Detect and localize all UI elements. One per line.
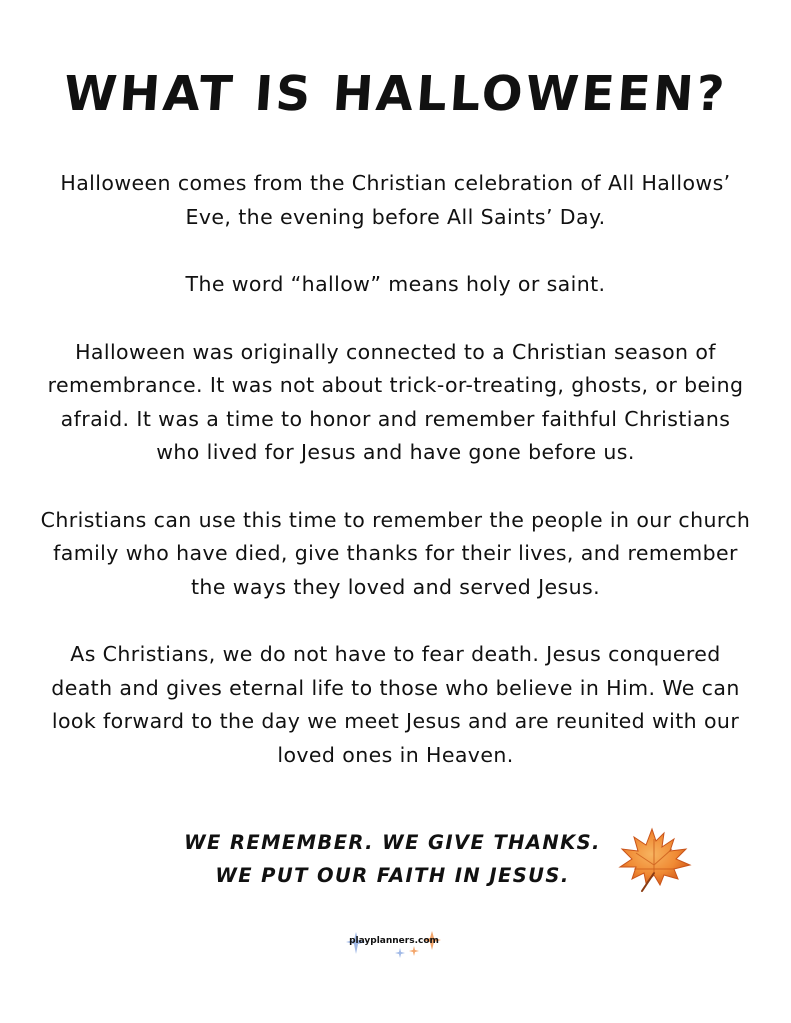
slogan-line-1: WE REMEMBER. WE GIVE THANKS.	[184, 831, 601, 854]
paragraph-origin: Halloween comes from the Christian celebration of All Hallows’ Eve, the evening before All Saints’ Day.	[60, 171, 731, 229]
maple-leaf-icon	[612, 825, 694, 897]
paragraph-remembrance: Halloween was originally connected to a Christian season of remembrance. It was not about trick-or-treating, ghosts, or being afraid. It was a time to honor and remember faithful Christians who lived for Jesus and have gone before us.	[47, 339, 744, 464]
paragraph-church-family: Christians can use this time to remember the people in our church family who have died, give thanks for their lives, and remember the ways they loved and served Jesus.	[40, 507, 751, 599]
body-text	[40, 167, 751, 806]
brand-logo	[344, 928, 444, 958]
brand-text: playplanners.com	[349, 936, 439, 946]
paragraph-faith: As Christians, we do not have to fear death. Jesus conquered death and gives eternal life to those who believe in Him. We can look forward to the day we meet Jesus and are reunited with our loved ones in Heaven.	[51, 642, 740, 767]
paragraph-hallow-meaning: The word “hallow” means holy or saint.	[185, 272, 606, 296]
slogan-line-2: WE PUT OUR FAITH IN JESUS.	[215, 864, 570, 887]
page-title: WHAT IS HALLOWEEN?	[61, 66, 730, 122]
slogan	[170, 826, 615, 892]
